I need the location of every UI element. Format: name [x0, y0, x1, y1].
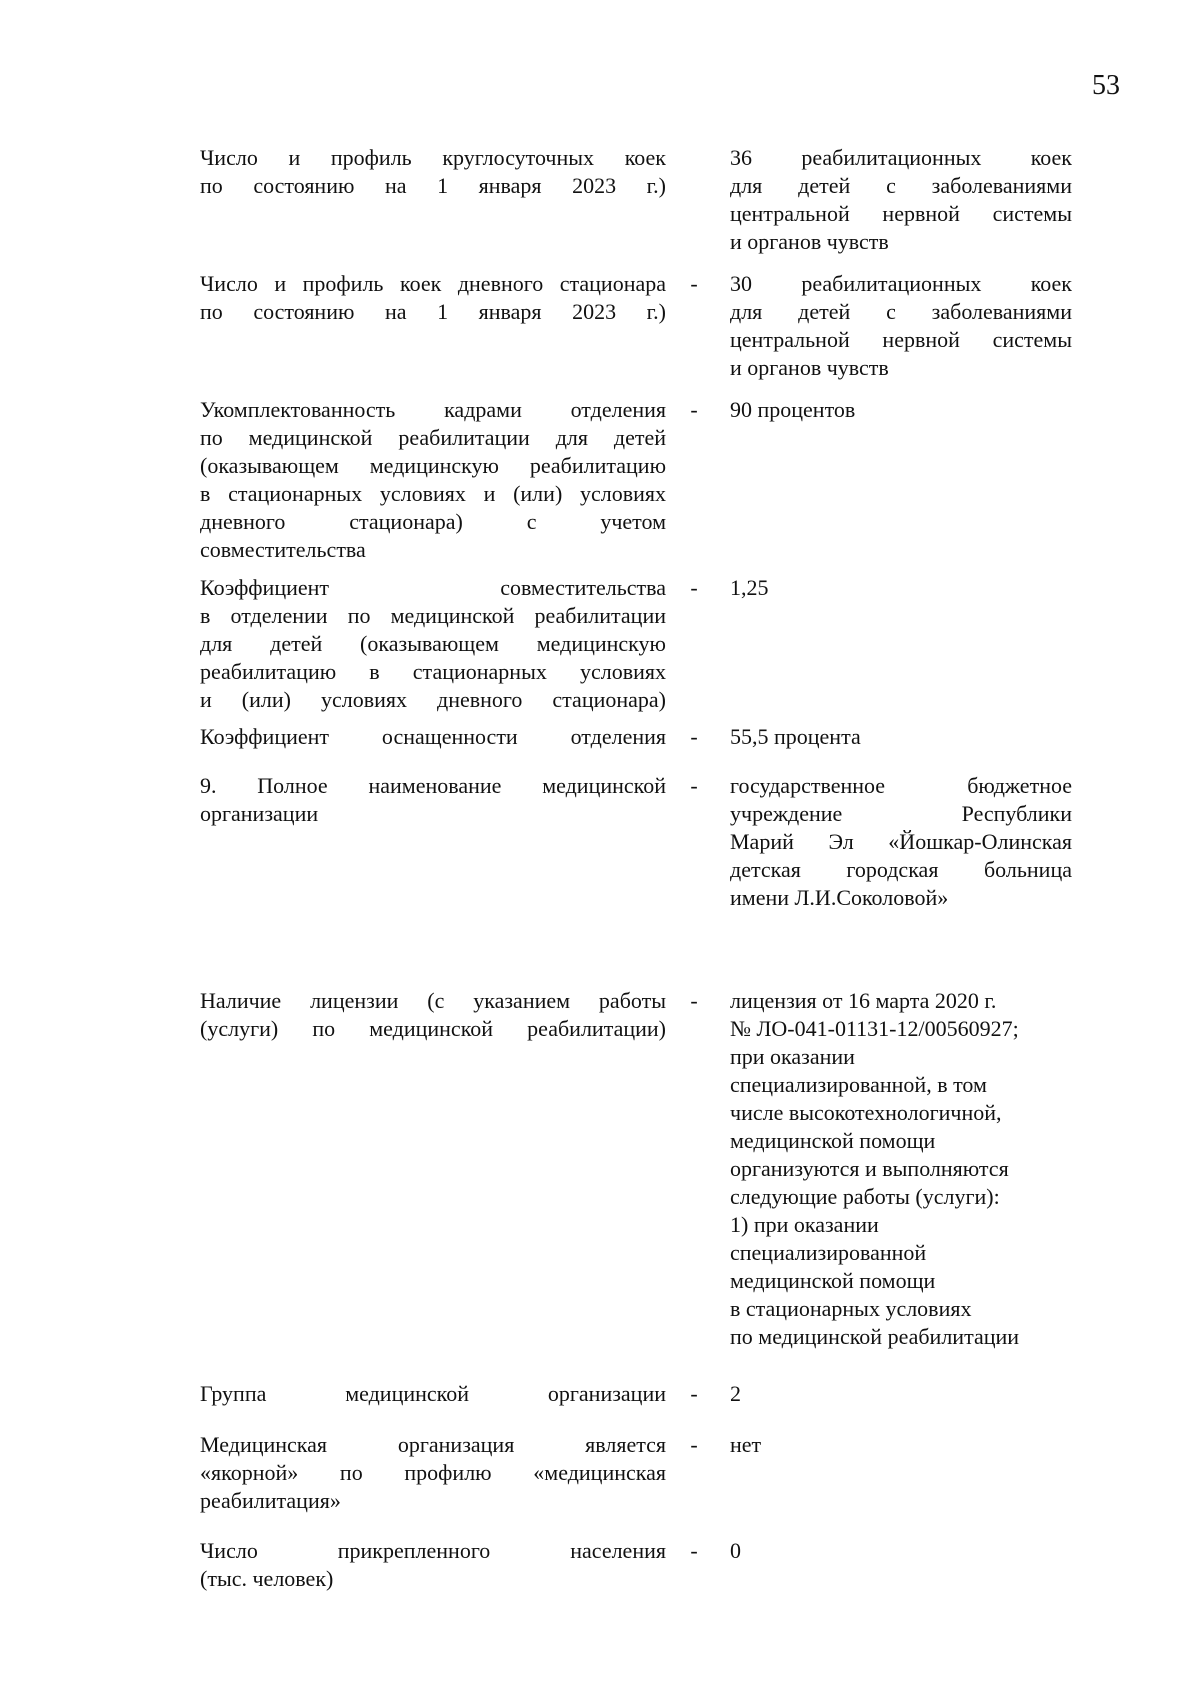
value-line: для детей с заболеваниями — [730, 173, 1072, 198]
value-line: и органов чувств — [730, 229, 889, 254]
value-line: медицинской помощи — [730, 1128, 936, 1153]
row-value — [730, 1380, 1072, 1408]
label-line: в отделении по медицинской реабилитации — [200, 603, 666, 628]
value-line: организуются и выполняются — [730, 1156, 1009, 1181]
label-line: дневного стационара) с учетом — [200, 509, 666, 534]
row-dash: - — [690, 988, 698, 1013]
value-line: № ЛО-041-01131-12/00560927; — [730, 1016, 1019, 1041]
value-line: в стационарных условиях — [730, 1296, 972, 1321]
row-label — [200, 396, 666, 564]
value-line: 1,25 — [730, 575, 769, 600]
row-label — [200, 270, 666, 326]
label-line: Коэффициент оснащенности отделения — [200, 724, 666, 749]
value-line: государственное бюджетное — [730, 773, 1072, 798]
value-line: 36 реабилитационных коек — [730, 145, 1072, 170]
row-value — [730, 574, 1072, 602]
row-value — [730, 396, 1072, 424]
value-line: нет — [730, 1432, 762, 1457]
label-line: для детей (оказывающем медицинскую — [200, 631, 666, 656]
value-line: 2 — [730, 1381, 741, 1406]
label-line: реабилитация» — [200, 1488, 341, 1513]
row-dash: - — [690, 1432, 698, 1457]
label-line: Группа медицинской организации — [200, 1381, 666, 1406]
row-dash: - — [690, 1381, 698, 1406]
label-line: Число и профиль коек дневного стационара — [200, 271, 666, 296]
value-line: 90 процентов — [730, 397, 856, 422]
label-line: (оказывающем медицинскую реабилитацию — [200, 453, 666, 478]
row-value — [730, 1537, 1072, 1565]
label-line: Укомплектованность кадрами отделения — [200, 397, 666, 422]
row-label — [200, 723, 666, 751]
label-line: Медицинская организация является — [200, 1432, 666, 1457]
value-line: имени Л.И.Соколовой» — [730, 885, 949, 910]
value-line: специализированной — [730, 1240, 927, 1265]
label-line: Число прикрепленного населения — [200, 1538, 666, 1563]
value-line: 1) при оказании — [730, 1212, 879, 1237]
value-line: следующие работы (услуги): — [730, 1184, 1000, 1209]
row-label — [200, 144, 666, 200]
row-value — [730, 270, 1072, 382]
label-line: «якорной» по профилю «медицинская — [200, 1460, 666, 1485]
row-value — [730, 987, 1072, 1351]
row-dash: - — [690, 397, 698, 422]
value-line: для детей с заболеваниями — [730, 299, 1072, 324]
row-value — [730, 723, 1072, 751]
value-line: детская городская больница — [730, 857, 1072, 882]
row-label — [200, 987, 666, 1043]
row-dash: - — [690, 773, 698, 798]
row-dash: - — [690, 724, 698, 749]
value-line: Марий Эл «Йошкар-Олинская — [730, 829, 1072, 854]
row-dash: - — [690, 271, 698, 296]
value-line: центральной нервной системы — [730, 327, 1072, 352]
row-value — [730, 144, 1072, 256]
value-line: центральной нервной системы — [730, 201, 1072, 226]
label-line: (услуги) по медицинской реабилитации) — [200, 1016, 666, 1041]
value-line: числе высокотехнологичной, — [730, 1100, 1002, 1125]
row-value — [730, 1431, 1072, 1459]
label-line: Число и профиль круглосуточных коек — [200, 145, 666, 170]
label-line: по состоянию на 1 января 2023 г.) — [200, 299, 666, 324]
label-line: реабилитацию в стационарных условиях — [200, 659, 666, 684]
label-line: Наличие лицензии (с указанием работы — [200, 988, 666, 1013]
value-line: по медицинской реабилитации — [730, 1324, 1020, 1349]
label-line: и (или) условиях дневного стационара) — [200, 687, 666, 712]
label-line: в стационарных условиях и (или) условиях — [200, 481, 666, 506]
value-line: учреждение Республики — [730, 801, 1072, 826]
row-dash: - — [690, 1538, 698, 1563]
page-number: 53 — [1092, 70, 1120, 101]
value-line: и органов чувств — [730, 355, 889, 380]
value-line: медицинской помощи — [730, 1268, 936, 1293]
row-label — [200, 1431, 666, 1515]
value-line: специализированной, в том — [730, 1072, 987, 1097]
row-label — [200, 1380, 666, 1408]
value-line: лицензия от 16 марта 2020 г. — [730, 988, 997, 1013]
value-line: 30 реабилитационных коек — [730, 271, 1072, 296]
label-line: 9. Полное наименование медицинской — [200, 773, 666, 798]
value-line: 55,5 процента — [730, 724, 861, 749]
value-line: 0 — [730, 1538, 741, 1563]
label-line: по медицинской реабилитации для детей — [200, 425, 666, 450]
label-line: совместительства — [200, 537, 366, 562]
row-dash: - — [690, 575, 698, 600]
value-line: при оказании — [730, 1044, 855, 1069]
row-value — [730, 772, 1072, 912]
label-line: (тыс. человек) — [200, 1566, 334, 1591]
label-line: по состоянию на 1 января 2023 г.) — [200, 173, 666, 198]
label-line: Коэффициент совместительства — [200, 575, 666, 600]
row-label — [200, 1537, 666, 1593]
label-line: организации — [200, 801, 319, 826]
row-label — [200, 772, 666, 828]
row-label — [200, 574, 666, 714]
